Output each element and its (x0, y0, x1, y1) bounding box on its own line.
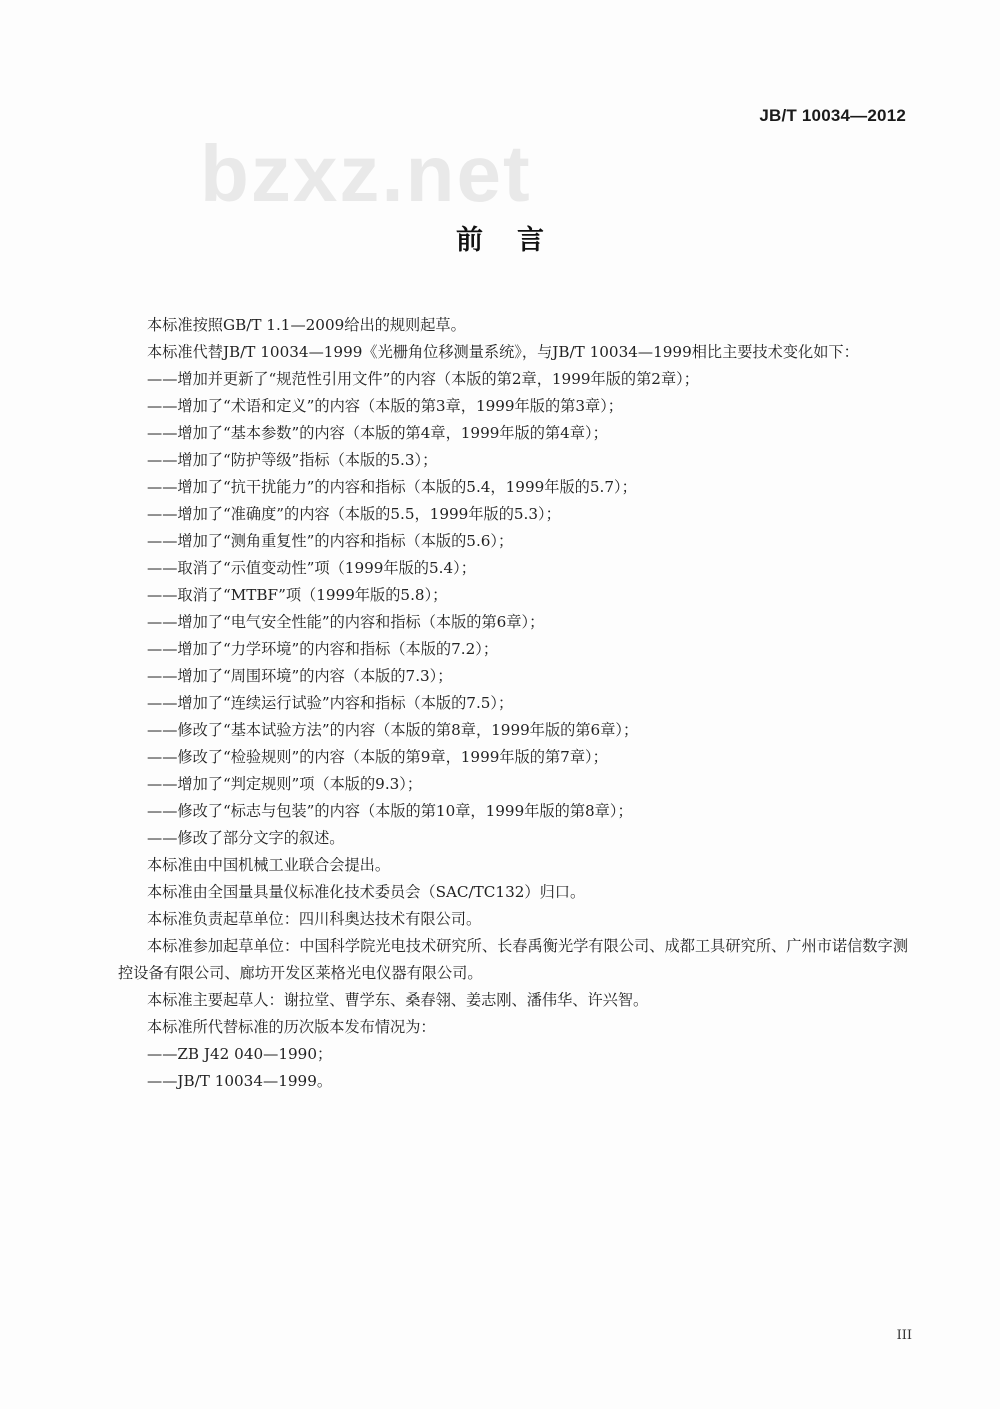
change-list-item: ——增加了“力学环境”的内容和指标（本版的7.2）； (147, 640, 499, 658)
change-list-item: ——增加了“连续运行试验”内容和指标（本版的7.5）； (147, 694, 514, 712)
change-list-item: ——修改了“标志与包装”的内容（本版的第10章，1999年版的第8章）； (147, 802, 633, 820)
change-list-item: ——增加了“防护等级”指标（本版的5.3）； (147, 451, 438, 469)
change-list-item: ——增加了“测角重复性”的内容和指标（本版的5.6）； (147, 532, 514, 550)
preface-body (118, 312, 908, 1095)
change-list-item: ——增加了“基本参数”的内容（本版的第4章，1999年版的第4章）； (147, 424, 608, 442)
change-list-item: ——增加并更新了“规范性引用文件”的内容（本版的第2章，1999年版的第2章）； (147, 370, 699, 388)
paragraph: 本标准按照GB/T 1.1—2009给出的规则起草。 (147, 316, 466, 334)
change-list-item: ——取消了“示值变动性”项（1999年版的5.4）； (147, 559, 476, 577)
watermark: bzxz.net (200, 129, 532, 218)
change-list-item: ——增加了“周围环境”的内容（本版的7.3）； (147, 667, 453, 685)
paragraph: 本标准所代替标准的历次版本发布情况为： (147, 1018, 436, 1036)
change-list-item: ——取消了“MTBF”项（1999年版的5.8）； (147, 586, 448, 604)
change-list-item: ——增加了“术语和定义”的内容（本版的第3章，1999年版的第3章）； (147, 397, 623, 415)
change-list-item: ——ZB J42 040—1990； (147, 1045, 333, 1063)
change-list-item: ——增加了“判定规则”项（本版的9.3）； (147, 775, 423, 793)
change-list-item: ——JB/T 10034—1999。 (147, 1072, 333, 1090)
change-list-item: ——增加了“抗干扰能力”的内容和指标（本版的5.4，1999年版的5.7）； (147, 478, 637, 496)
page-title: 前言 (456, 225, 578, 256)
change-list-item: ——修改了“基本试验方法”的内容（本版的第8章，1999年版的第6章）； (147, 721, 639, 739)
paragraph: 本标准由全国量具量仪标准化技术委员会（SAC/TC132）归口。 (147, 883, 586, 901)
paragraph: 本标准代替JB/T 10034—1999《光栅角位移测量系统》，与JB/T 10034—1999相比主要技术变化如下： (147, 343, 859, 361)
change-list-item: ——修改了部分文字的叙述。 (147, 829, 345, 847)
paragraph: 本标准参加起草单位：中国科学院光电技术研究所、长春禹衡光学有限公司、成都工具研究所、广州市诺信数字测控设备有限公司、廊坊开发区莱格光电仪器有限公司。 (118, 937, 908, 982)
paragraph: 本标准主要起草人：谢拉堂、曹学东、桑春翎、姜志刚、潘伟华、许兴智。 (147, 991, 649, 1009)
change-list-item: ——修改了“检验规则”的内容（本版的第9章，1999年版的第7章）； (147, 748, 608, 766)
change-list-item: ——增加了“准确度”的内容（本版的5.5，1999年版的5.3）； (147, 505, 561, 523)
paragraph: 本标准负责起草单位：四川科奥达技术有限公司。 (147, 910, 482, 928)
change-list-item: ——增加了“电气安全性能”的内容和指标（本版的第6章）； (147, 613, 545, 631)
paragraph: 本标准由中国机械工业联合会提出。 (147, 856, 390, 874)
standard-code: JB/T 10034—2012 (759, 106, 906, 125)
page-number: III (896, 1328, 912, 1343)
